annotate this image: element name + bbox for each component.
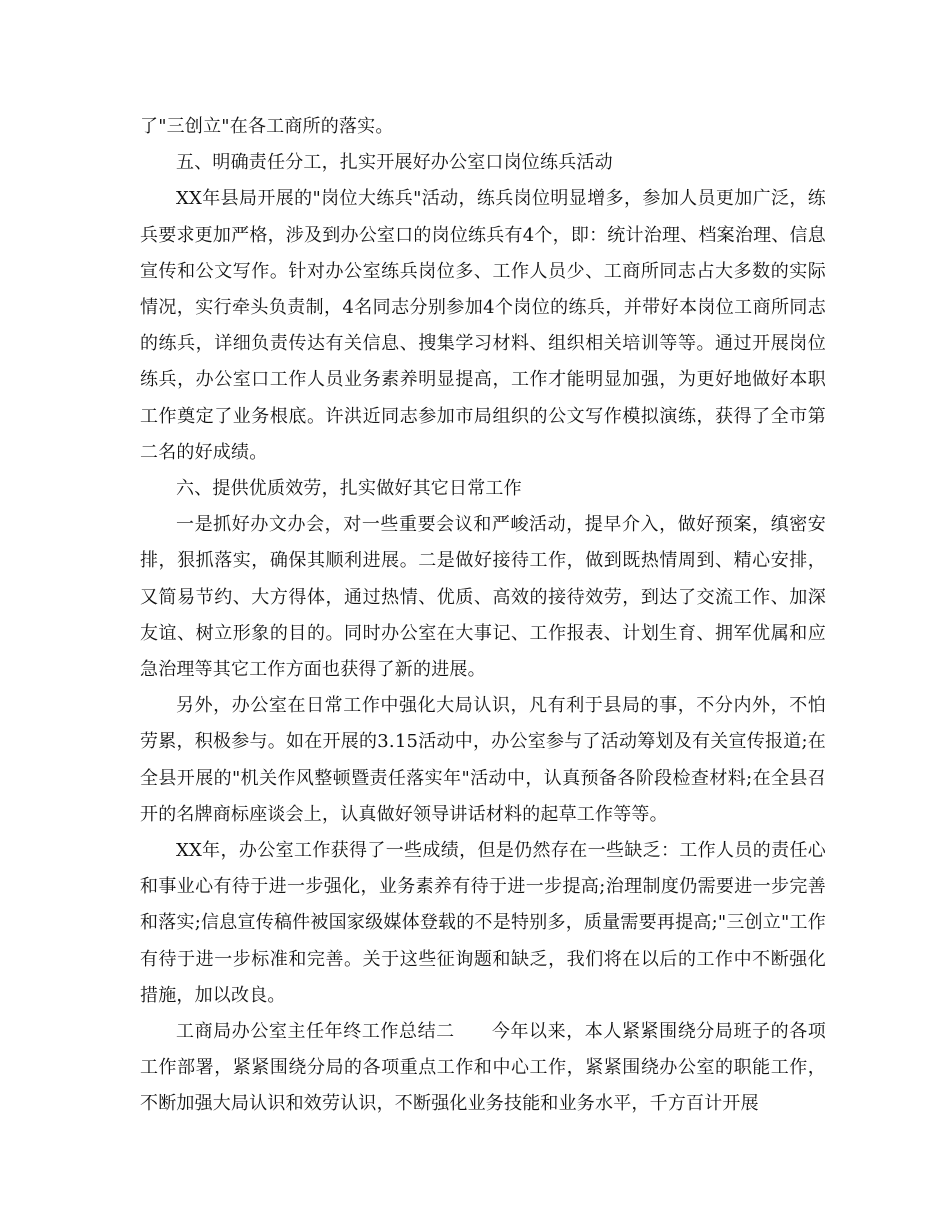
paragraph-summary-two: 工商局办公室主任年终工作总结二 今年以来，本人紧紧围绕分局班子的各项工作部署，紧紧围绕分局的各项重点工作和中心工作，紧紧围绕办公室的职能工作，不断加强大局认识和效劳认识，不断强化业务技能和业务水平，千方百计开展 — [140, 1021, 826, 1115]
paragraph-shortcomings: XX年，办公室工作获得了一些成绩，但是仍然存在一些缺乏：工作人员的责任心和事业心有待于进一步强化，业务素养有待于进一步提高;治理制度仍需要进一步完善和落实;信息宣传稿件被国家级媒体登载的不是特别多，质量需要再提高;"三创立"工作有待于进一步标准和完善。关于这些征询题和缺乏，我们将在以后的工作中不断强化措施，加以改良。 — [140, 840, 826, 1006]
section-heading-six: 六、提供优质效劳，扎实做好其它日常工作 — [176, 478, 522, 500]
paragraph-additional: 另外，办公室在日常工作中强化大局认识，凡有利于县局的事，不分内外，不怕劳累，积极参与。如在开展的3.15活动中，办公室参与了活动筹划及有关宣传报道;在全县开展的"机关作风整顿暨责任落实年"活动中，认真预备各阶段检查材料;在全县召开的名牌商标座谈会上，认真做好领导讲话材料的起草工作等等。 — [140, 695, 826, 825]
paragraph-training: XX年县局开展的"岗位大练兵"活动，练兵岗位明显增多，参加人员更加广泛，练兵要求更加严格，涉及到办公室口的岗位练兵有4个，即：统计治理、档案治理、信息宣传和公文写作。针对办公室练兵岗位多、工作人员少、工商所同志占大多数的实际情况，实行牵头负责制，4名同志分别参加4个岗位的练兵，并带好本岗位工商所同志的练兵，详细负责传达有关信息、搜集学习材料、组织相关培训等等。通过开展岗位练兵，办公室口工作人员业务素养明显提高，工作才能明显加强，为更好地做好本职工作奠定了业务根底。许洪近同志参加市局组织的公文写作模拟演练，获得了全市第二名的好成绩。 — [140, 188, 826, 463]
paragraph-continuation: 了"三创立"在各工商所的落实。 — [140, 116, 394, 137]
paragraph-daily-work: 一是抓好办文办会，对一些重要会议和严峻活动，提早介入，做好预案，缜密安排，狠抓落实，确保其顺利进展。二是做好接待工作，做到既热情周到、精心安排，又简易节约、大方得体，通过热情、优质、高效的接待效劳，到达了交流工作、加深友谊、树立形象的目的。同时办公室在大事记、工作报表、计划生育、拥军优属和应急治理等其它工作方面也获得了新的进展。 — [140, 514, 826, 681]
document-body — [140, 109, 826, 1123]
section-heading-five: 五、明确责任分工，扎实开展好办公室口岗位练兵活动 — [176, 152, 613, 174]
